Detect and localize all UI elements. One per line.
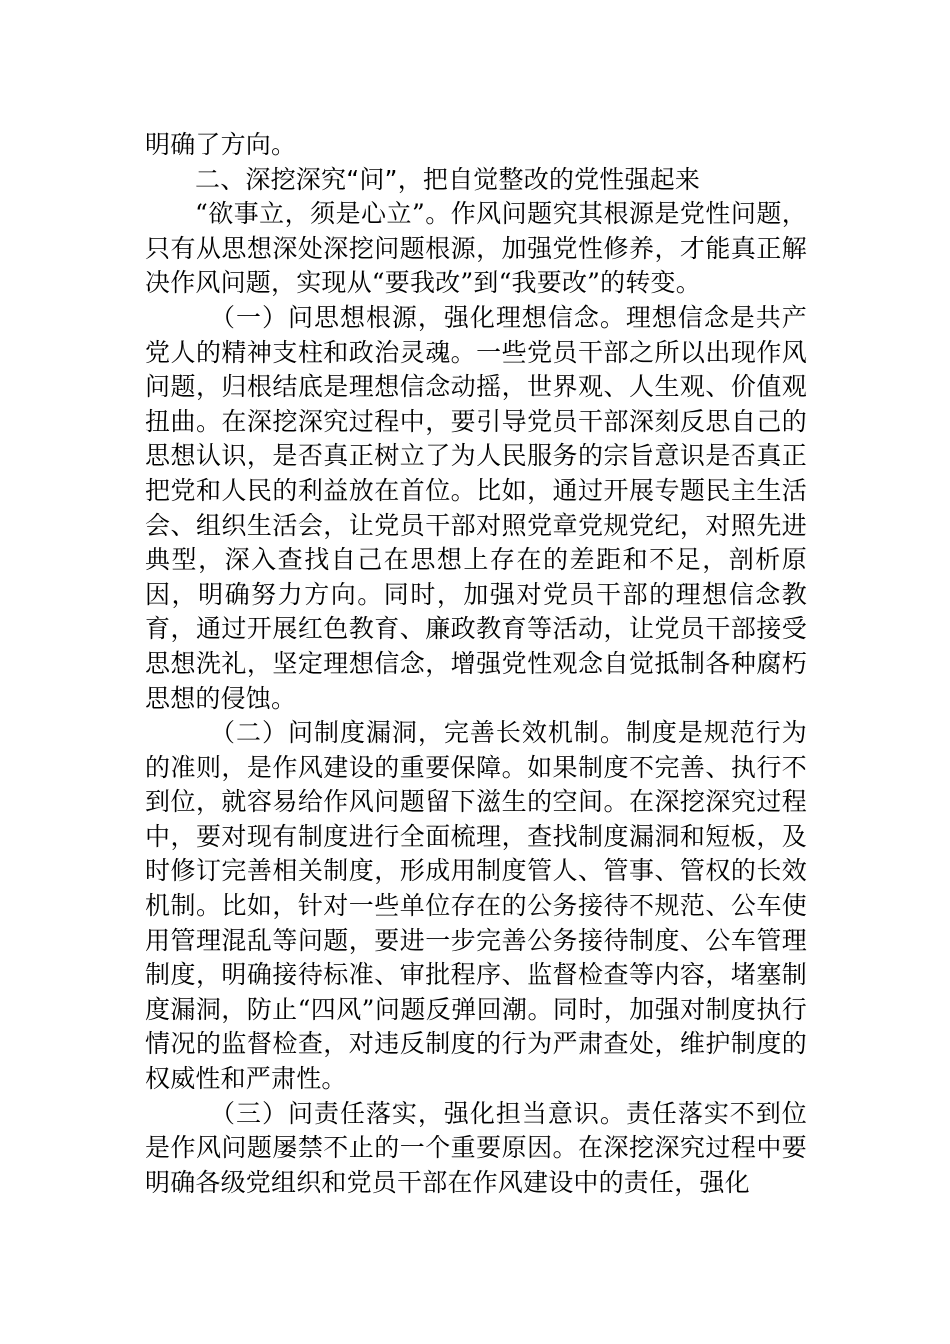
paragraph-item-2: （二）问制度漏洞，完善长效机制。制度是规范行为的准则，是作风建设的重要保障。如果制度不完善、执行不到位，就容易给作风问题留下滋生的空间。在深挖深究过程中，要对现有制度进行全面梳理，查找制度漏洞和短板，及时修订完善相关制度，形成用制度管人、管事、管权的长效机制。比如，针对一些单位存在的公务接待不规范、公车使用管理混乱等问题，要进一步完善公务接待制度、公车管理制度，明确接待标准、审批程序、监督检查等内容，堵塞制度漏洞，防止“四风”问题反弹回潮。同时，加强对制度执行情况的监督检查，对违反制度的行为严肃查处，维护制度的权威性和严肃性。 <box>145 718 807 1094</box>
paragraph-item-1: （一）问思想根源，强化理想信念。理想信念是共产党人的精神支柱和政治灵魂。一些党员干部之所以出现作风问题，归根结底是理想信念动摇，世界观、人生观、价值观扭曲。在深挖深究过程中，要引导党员干部深刻反思自己的思想认识，是否真正树立了为人民服务的宗旨意识是否真正把党和人民的利益放在首位。比如，通过开展专题民主生活会、组织生活会，让党员干部对照党章党规党纪，对照先进典型，深入查找自己在思想上存在的差距和不足，剖析原因，明确努力方向。同时，加强对党员干部的理想信念教育，通过开展红色教育、廉政教育等活动，让党员干部接受思想洗礼，坚定理想信念，增强党性观念自觉抵制各种腐朽思想的侵蚀。 <box>145 302 807 713</box>
section-heading: 二、深挖深究“问”，把自觉整改的党性强起来 <box>195 164 701 194</box>
paragraph-intro: “欲事立，须是心立”。作风问题究其根源是党性问题，只有从思想深处深挖问题根源，加强党性修养，才能真正解决作风问题，实现从“要我改”到“我要改”的转变。 <box>145 199 807 298</box>
document-body <box>145 128 807 1200</box>
paragraph-item-3: （三）问责任落实，强化担当意识。责任落实不到位是作风问题屡禁不止的一个重要原因。在深挖深究过程中要明确各级党组织和党员干部在作风建设中的责任，强化 <box>145 1098 807 1197</box>
paragraph-continuation: 明确了方向。 <box>145 130 297 159</box>
